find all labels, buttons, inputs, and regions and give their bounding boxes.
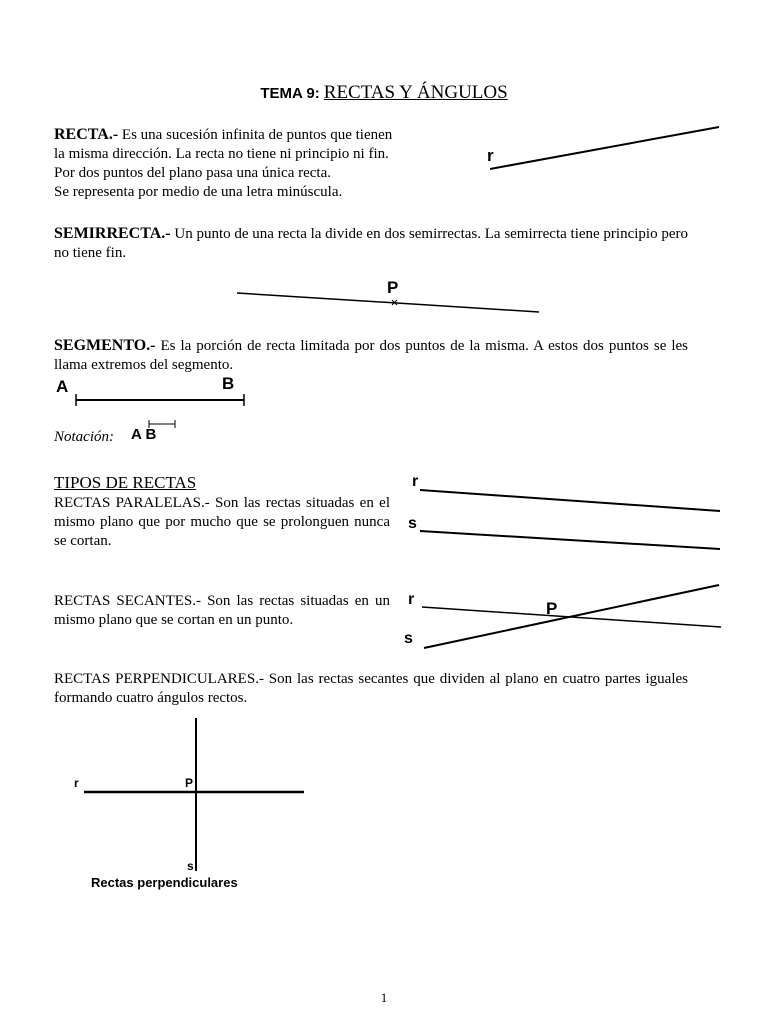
tipos-heading: TIPOS DE RECTAS — [54, 473, 197, 492]
recta-line-1: Es una sucesión infinita de puntos que tienen — [121, 127, 393, 143]
segmento-label-b: B — [222, 374, 235, 393]
segmento-text: Es la porción de recta limitada por dos puntos de la misma. A estos dos puntos se les llama extremos del segmento. — [54, 338, 688, 373]
segmento-label-a: A — [56, 377, 69, 396]
semirrecta-text: Un punto de una recta la divide en dos semirrectas. La semirrecta tiene principio pero no tiene fin. — [54, 226, 689, 261]
recta-heading: RECTA.- — [54, 126, 119, 143]
paralelas-label-r: r — [412, 473, 419, 490]
recta-line-3: Por dos puntos del plano pasa una única recta. — [54, 165, 332, 181]
recta-label-r: r — [487, 146, 494, 165]
page-number: 1 — [380, 990, 388, 1005]
secantes-text: RECTAS SECANTES.- Son las rectas situadas en un mismo plano que se cortan en un punto. — [54, 593, 390, 628]
secante-s-line — [424, 585, 719, 648]
perpendiculares-text: RECTAS PERPENDICULARES.- Son las rectas secantes que dividen al plano en cuatro partes iguales formando cuatro ángulos rectos. — [54, 671, 688, 706]
semirrecta-heading: SEMIRRECTA.- — [54, 225, 171, 242]
recta-line-2: la misma dirección. La recta no tiene ni principio ni fin. — [54, 146, 389, 162]
secantes-label-s: s — [404, 630, 413, 647]
segmento-heading: SEGMENTO.- — [54, 337, 156, 354]
notacion-label: Notación: — [54, 429, 114, 445]
perpendiculares-label-p: P — [185, 776, 194, 790]
paralela-r-line — [420, 490, 720, 511]
perpendiculares-label-r: r — [74, 776, 79, 790]
perpendiculares-label-s: s — [187, 859, 194, 873]
title-prefix: TEMA 9: — [260, 85, 320, 102]
secantes-label-r: r — [408, 591, 415, 608]
semirrecta-label-p: P — [387, 278, 399, 297]
secantes-label-p: P — [546, 599, 558, 618]
recta-line — [490, 127, 719, 169]
notacion-value: A B — [131, 426, 157, 443]
paralela-s-line — [420, 531, 720, 549]
perpendiculares-caption: Rectas perpendiculares — [91, 875, 238, 890]
paralelas-text: RECTAS PARALELAS.- Son las rectas situadas en el mismo plano que por mucho que se prolonguen nunca se cortan. — [54, 495, 390, 549]
title-main: RECTAS Y ÁNGULOS — [323, 82, 508, 103]
recta-line-4: Se representa por medio de una letra minúscula. — [54, 184, 343, 200]
paralelas-label-s: s — [408, 515, 417, 532]
